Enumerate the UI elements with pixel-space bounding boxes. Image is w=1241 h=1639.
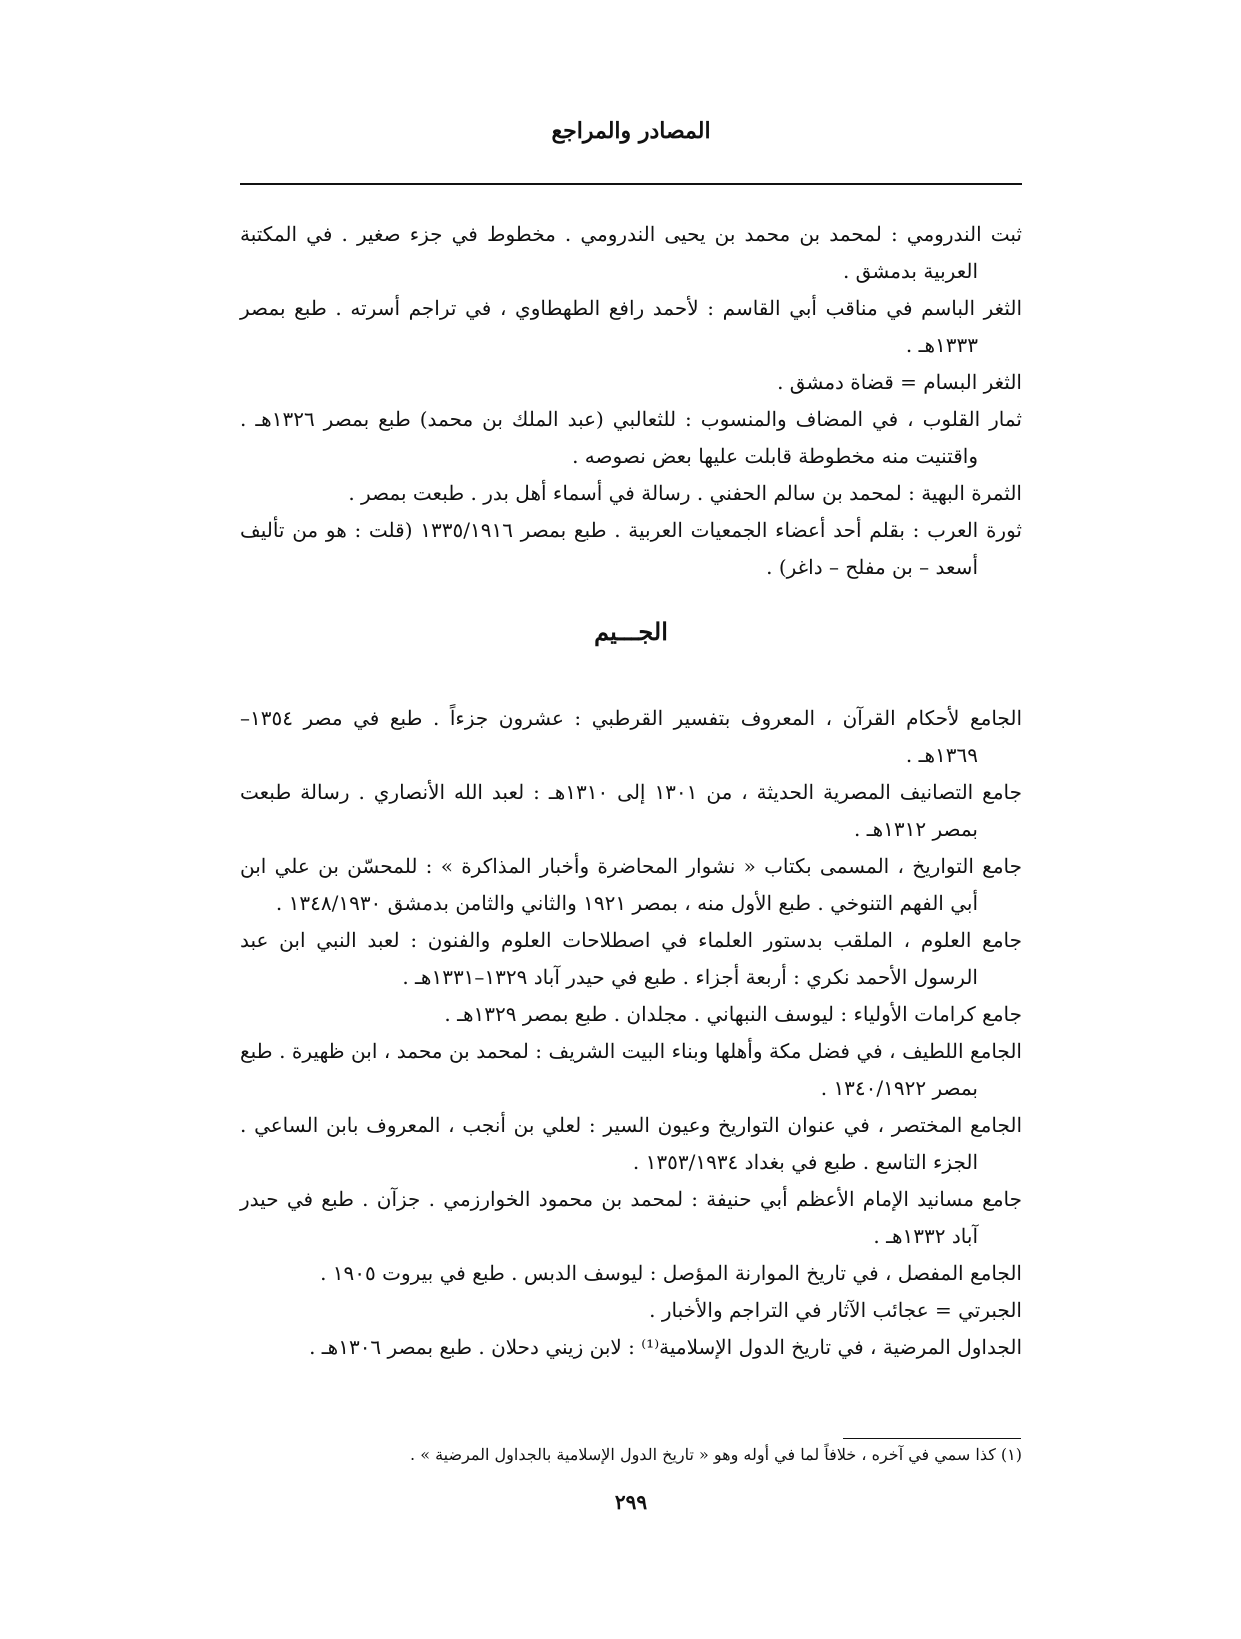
bibliography-entry: الجامع لأحكام القرآن ، المعروف بتفسير القرطبي : عشرون جزءاً . طبع في مصر ١٣٥٤–١٣٦٩هـ . xyxy=(240,706,1022,767)
bibliography-entry: جامع التواريخ ، المسمى بكتاب « نشوار المحاضرة وأخبار المذاكرة » : للمحسّن بن علي ابن أبي الفهم التنوخي . طبع الأول منه ، بمصر ١٩٢١ والثاني والثامن بدمشق ١٣٤٨/١٩٣٠ . xyxy=(240,854,1022,915)
bibliography-entry: الثمرة البهية : لمحمد بن سالم الحفني . رسالة في أسماء أهل بدر . طبعت بمصر . xyxy=(348,481,1022,505)
bibliography-entry: جامع التصانيف المصرية الحديثة ، من ١٣٠١ إلى ١٣١٠هـ : لعبد الله الأنصاري . رسالة طبعت بمصر ١٣١٢هـ . xyxy=(240,780,1022,841)
bibliography-entry: ثمار القلوب ، في المضاف والمنسوب : للثعالبي (عبد الملك بن محمد) طبع بمصر ١٣٢٦هـ . واقتنيت منه مخطوطة قابلت عليها بعض نصوصه . xyxy=(240,407,1023,468)
bibliography-entry: جامع كرامات الأولياء : ليوسف النبهاني . مجلدان . طبع بمصر ١٣٢٩هـ . xyxy=(444,1002,1022,1026)
bibliography-entry: الجداول المرضية ، في تاريخ الدول الإسلامية⁽¹⁾ : لابن زيني دحلان . طبع بمصر ١٣٠٦هـ . xyxy=(309,1335,1022,1359)
bibliography-entry: الجامع المختصر ، في عنوان التواريخ وعيون السير : لعلي بن أنجب ، المعروف بابن الساعي . الجزء التاسع . طبع في بغداد ١٣٥٣/١٩٣٤ . xyxy=(240,1113,1022,1174)
bibliography-entry: الجبرتي = عجائب الآثار في التراجم والأخبار . xyxy=(649,1298,1022,1322)
footnote: (١) كذا سمي في آخره ، خلافاً لما في أوله وهو « تاريخ الدول الإسلامية بالجداول المرضية » . xyxy=(410,1445,1022,1464)
section-heading-jim: الجـــيم xyxy=(594,617,668,646)
bibliography-entry: الجامع المفصل ، في تاريخ الموارنة المؤصل : ليوسف الدبس . طبع في بيروت ١٩٠٥ . xyxy=(320,1261,1022,1285)
section-tha-entries xyxy=(240,216,1022,586)
bibliography-entry: جامع مسانيد الإمام الأعظم أبي حنيفة : لمحمد بن محمود الخوارزمي . جزآن . طبع في حيدر آباد ١٣٣٢هـ . xyxy=(240,1187,1022,1248)
section-jim-entries xyxy=(240,700,1022,1366)
footnote-divider xyxy=(843,1438,1021,1439)
page-number: ٢٩٩ xyxy=(614,1490,648,1514)
running-header: المصادر والمراجع xyxy=(551,118,711,144)
bibliography-entry: جامع العلوم ، الملقب بدستور العلماء في اصطلاحات العلوم والفنون : لعبد النبي ابن عبد الرسول الأحمد نكري : أربعة أجزاء . طبع في حيدر آباد ١٣٢٩–١٣٣١هـ . xyxy=(240,928,1022,989)
header-divider xyxy=(240,183,1022,185)
bibliography-entry: الثغر البسام = قضاة دمشق . xyxy=(777,370,1022,394)
bibliography-entry: ثبت الندرومي : لمحمد بن محمد بن يحيى الندرومي . مخطوط في جزء صغير . في المكتبة العربية بدمشق . xyxy=(240,222,1022,283)
bibliography-entry: الجامع اللطيف ، في فضل مكة وأهلها وبناء البيت الشريف : لمحمد بن محمد ، ابن ظهيرة . طبع بمصر ١٣٤٠/١٩٢٢ . xyxy=(240,1039,1022,1100)
bibliography-entry: ثورة العرب : بقلم أحد أعضاء الجمعيات العربية . طبع بمصر ١٣٣٥/١٩١٦ (قلت : هو من تأليف أسعد – بن مفلح – داغر) . xyxy=(240,518,1022,579)
bibliography-entry: الثغر الباسم في مناقب أبي القاسم : لأحمد رافع الطهطاوي ، في تراجم أسرته . طبع بمصر ١٣٣٣هـ . xyxy=(240,296,1022,357)
